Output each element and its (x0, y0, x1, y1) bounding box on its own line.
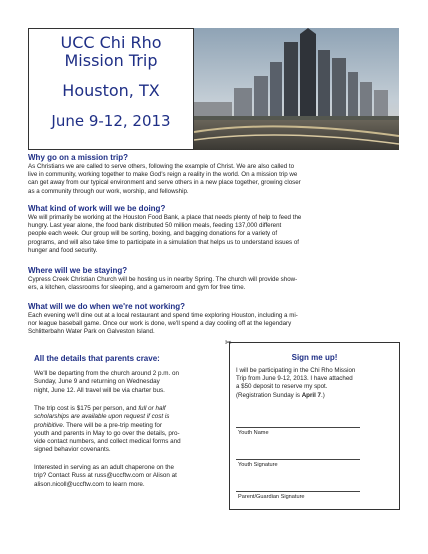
section-stay-title: Where will we be staying? (28, 266, 128, 275)
registration-note (236, 392, 396, 400)
registration-text: .) (320, 391, 325, 399)
title-dates: June 9-12, 2013 (51, 112, 171, 130)
text-line: Schlitterbahn Water Park on Galveston Island. (28, 328, 155, 336)
text-line: night, June 12. All travel will be via charter bus. (34, 386, 165, 394)
cost-text: The trip cost is $175 per person, and (34, 405, 139, 412)
houston-skyline-photo (194, 28, 399, 150)
text-line: We will primarily be working at the Houston Food Bank, a place that needs plenty of help to feed the (28, 214, 302, 221)
text-line: as a community through our work, worship, and fellowship. (28, 187, 189, 195)
text-line: We'll be departing from the church around 2 p.m. on (34, 370, 179, 377)
scholarship-text: prohibitive. (34, 421, 65, 429)
text-line: signed behavior covenants. (34, 446, 111, 454)
text-line (34, 413, 230, 421)
signup-title: Sign me up! (291, 353, 338, 362)
youth-signature-label: Youth Signature (238, 462, 278, 468)
text-line: a $50 deposit to reserve my spot. (236, 383, 328, 391)
section-work-body (28, 214, 400, 255)
text-line: vide contact numbers, and collect medical forms and (34, 438, 181, 446)
text-line (34, 405, 230, 413)
parent-signature-line[interactable] (236, 491, 360, 492)
section-why-title: Why go on a mission trip? (28, 153, 128, 162)
text-line: Cypress Creek Christian Church will be hosting us in nearby Spring. The church will provide show- (28, 276, 298, 283)
signup-form (229, 342, 400, 510)
text-line: people each week. Our group will be sorting, boxing, and bagging donations for a variety of (28, 230, 278, 238)
text-line: can get away from our typical environment and serve others in a new place together, growing closer (28, 179, 301, 187)
text-line: Each evening we'll dine out at a local restaurant and spend time exploring Houston, including a mi- (28, 312, 298, 319)
text-line: live in community, working together to make God's reign a reality in the world. On a mission trip we (28, 171, 298, 179)
title-location: Houston, TX (62, 81, 160, 100)
title-line-1: UCC Chi Rho (60, 33, 162, 52)
section-work-title: What kind of work will we be doing? (28, 204, 166, 213)
meeting-text: There will be a pre-trip meeting for (64, 421, 162, 429)
text-line: nor league baseball game. Once our work is done, we'll spend a day cooling off at the legendary (28, 320, 292, 328)
youth-name-label: Youth Name (238, 430, 269, 436)
youth-signature-line[interactable] (236, 459, 360, 460)
title-box (28, 28, 194, 150)
section-free-time-title: What will we do when we're not working? (28, 302, 186, 311)
departure-details (34, 370, 230, 395)
chaperone-details (34, 464, 230, 489)
text-line: hunger and food security. (28, 246, 98, 254)
text-line: Interested in serving as an adult chaperone on the (34, 464, 175, 471)
scissors-icon: ✂ (225, 338, 232, 347)
text-line: As Christians we are called to serve others, following the example of Christ. We are also called to (28, 163, 295, 170)
registration-date: April 7 (301, 391, 321, 399)
text-line: Sunday, June 9 and returning on Wednesday (34, 378, 160, 386)
scholarship-text: full or half (138, 405, 166, 412)
text-line: ers, a kitchen, classrooms for sleeping, and a gameroom and gym for free time. (28, 284, 246, 292)
text-line: Trip from June 9-12, 2013. I have attached (236, 375, 353, 383)
text-line: programs, and will also take time to participate in a simulation that helps us to understand issues of (28, 238, 300, 246)
parent-signature-label: Parent/Guardian Signature (238, 494, 305, 500)
text-line: I will be participating in the Chi Rho Mission (236, 367, 356, 374)
text-line: trip? Contact Russ at russ@uccftw.com or Alison at (34, 472, 177, 480)
section-why-body (28, 163, 400, 196)
text-line (34, 422, 230, 430)
parents-details-title: All the details that parents crave: (34, 354, 160, 363)
registration-text: (Registration Sunday is (236, 391, 302, 399)
scholarship-text: scholarships are available upon request if cost is (34, 413, 170, 421)
youth-name-line[interactable] (236, 427, 360, 428)
section-free-time-body (28, 312, 400, 337)
skyline-image (194, 28, 399, 150)
text-line: alison.nicoll@uccftw.com to learn more. (34, 480, 145, 488)
section-stay-body (28, 276, 400, 292)
text-line: hungry. Last year alone, the food bank distributed 50 million meals, feeding 137,000 different (28, 222, 282, 230)
title-line-2: Mission Trip (64, 51, 158, 70)
cost-details (34, 405, 230, 455)
text-line: youth and parents in May to go over the details, pro- (34, 429, 180, 437)
signup-statement (236, 367, 396, 400)
